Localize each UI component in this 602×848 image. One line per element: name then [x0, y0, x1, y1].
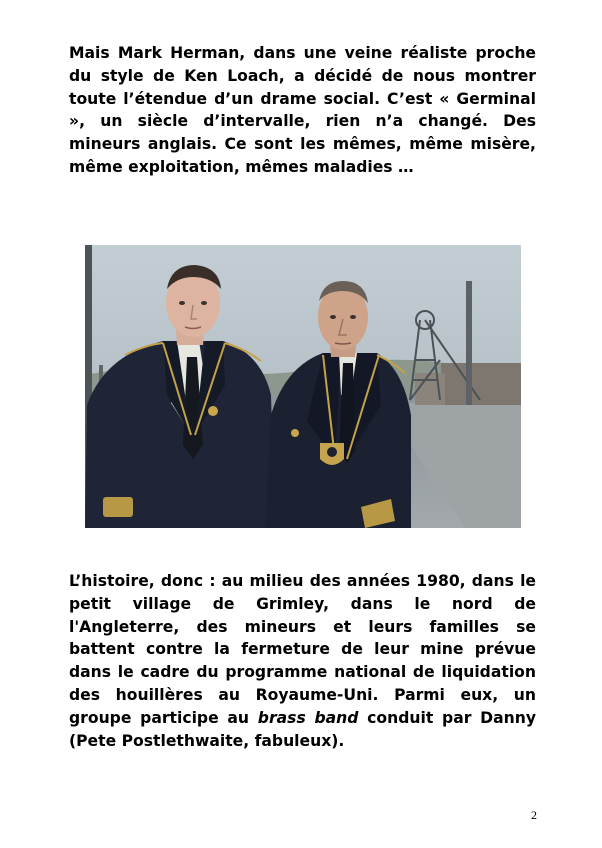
story-text-before: L’histoire, donc : au milieu des années 1980, dans le petit village de Grimley, dans le nord de l'Angleterre, des mineurs et leurs familles se battent contre la fermeture de leur mine prévue dans le cadre du programme national de liquidation des houillères au Royaume-Uni. Parmi eux, un groupe participe au	[69, 572, 536, 727]
story-text-after: conduit par Danny (Pete Postlethwaite, fabuleux).	[69, 708, 536, 750]
film-still-photo	[85, 245, 521, 528]
page-number: 2	[531, 808, 537, 822]
intro-paragraph: Mais Mark Herman, dans une veine réaliste proche du style de Ken Loach, a décidé de nous montrer toute l’étendue d’un drame social. C’est « Germinal », un siècle d’intervalle, rien n’a changé. Des mineurs anglais. Ce sont les mêmes, même misère, même exploitation, mêmes maladies …	[69, 44, 536, 176]
story-paragraph	[69, 570, 536, 752]
brass-band-emphasis: brass band	[257, 708, 359, 727]
